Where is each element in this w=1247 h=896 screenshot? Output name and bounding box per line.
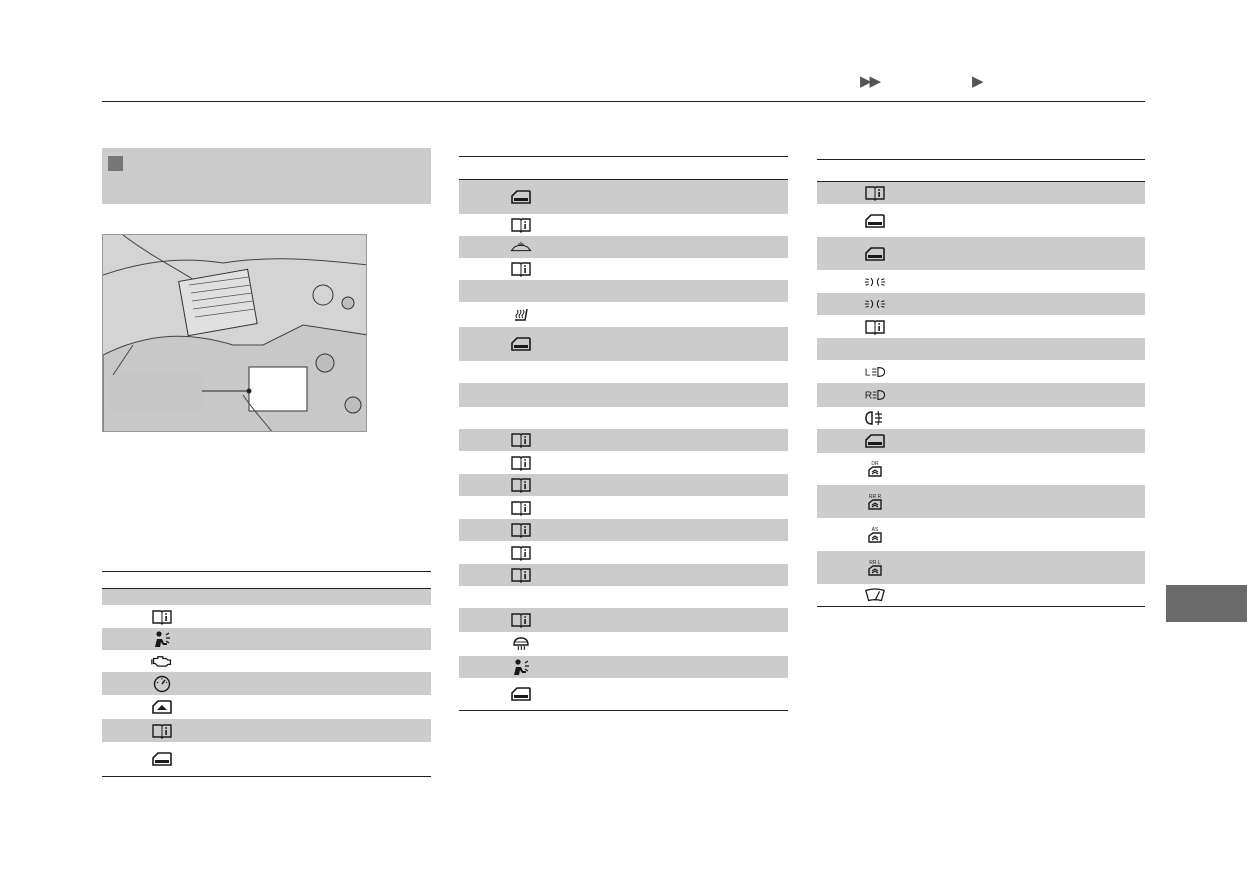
table-row — [102, 650, 431, 672]
table-row — [459, 564, 788, 586]
svg-text:RR R: RR R — [868, 493, 882, 500]
power-window-as-icon — [864, 527, 886, 543]
table-row — [102, 742, 431, 776]
table-row — [459, 496, 788, 519]
table-row — [459, 519, 788, 541]
table-row — [459, 236, 788, 258]
door-lock-icon — [864, 213, 886, 229]
book-info-icon — [151, 723, 173, 739]
table-row — [817, 204, 1145, 237]
middle-fuse-table — [459, 156, 788, 711]
table-row — [817, 584, 1145, 606]
table-row — [817, 338, 1145, 360]
parking-lights-icon — [864, 296, 886, 312]
table-row — [817, 429, 1145, 453]
right-fuse-table — [817, 159, 1145, 607]
section-heading-box — [102, 148, 431, 204]
table-row — [459, 327, 788, 361]
table-row — [459, 383, 788, 407]
speedometer-icon — [151, 676, 173, 692]
seat-heater-icon — [510, 307, 532, 323]
table-row — [459, 678, 788, 710]
left-fuse-table — [102, 571, 431, 777]
table-row — [459, 280, 788, 302]
parking-lights-icon — [864, 274, 886, 290]
chapter-side-tab[interactable] — [1166, 585, 1247, 622]
table-header — [102, 572, 431, 588]
book-info-icon — [510, 612, 532, 628]
table-row — [459, 632, 788, 656]
table-row — [817, 453, 1145, 485]
headlight-right-icon — [864, 387, 886, 403]
book-info-icon — [151, 609, 173, 625]
power-window-rr-r-icon — [864, 494, 886, 510]
table-row — [459, 302, 788, 327]
svg-text:R: R — [864, 390, 873, 402]
svg-text:DR: DR — [871, 461, 879, 467]
table-row — [102, 628, 431, 650]
moonroof-icon — [510, 239, 532, 255]
table-bottom-rule — [817, 606, 1145, 607]
book-info-icon — [510, 500, 532, 516]
door-lock-icon — [510, 189, 532, 205]
table-row — [102, 719, 431, 742]
table-row — [817, 182, 1145, 204]
table-row — [102, 605, 431, 628]
nav-arrow-single[interactable]: ▶ — [972, 73, 982, 90]
svg-text:RR L: RR L — [869, 559, 881, 566]
section-marker — [108, 156, 123, 171]
table-bottom-rule — [102, 776, 431, 777]
fuse-box-illustration — [102, 234, 367, 432]
table-row — [459, 214, 788, 236]
book-info-icon — [864, 185, 886, 201]
table-row — [459, 361, 788, 383]
table-row — [459, 586, 788, 608]
table-row — [817, 315, 1145, 338]
table-row — [102, 589, 431, 605]
table-row — [817, 407, 1145, 429]
table-row — [459, 451, 788, 474]
book-info-icon — [510, 545, 532, 561]
table-row — [459, 429, 788, 451]
table-row — [459, 180, 788, 214]
door-lock-icon — [510, 336, 532, 352]
table-row — [459, 474, 788, 496]
window-updown-icon — [151, 699, 173, 715]
table-row — [459, 258, 788, 280]
table-row — [459, 608, 788, 632]
book-info-icon — [510, 217, 532, 233]
book-info-icon — [510, 432, 532, 448]
table-row — [102, 672, 431, 695]
table-row — [459, 656, 788, 678]
airbag-icon — [151, 631, 173, 647]
table-row — [817, 383, 1145, 407]
table-row — [459, 541, 788, 564]
door-lock-icon — [864, 433, 886, 449]
headlight-left-icon — [864, 364, 886, 380]
table-row — [817, 360, 1145, 383]
table-row — [817, 551, 1145, 584]
breadcrumb-nav — [860, 72, 982, 90]
book-info-icon — [510, 567, 532, 583]
table-row — [459, 407, 788, 429]
door-lock-icon — [510, 686, 532, 702]
airbag-icon — [510, 659, 532, 675]
header-divider — [102, 101, 1145, 102]
nav-arrow-double[interactable]: ▶▶ — [860, 73, 880, 90]
table-header — [459, 157, 788, 179]
table-row — [817, 270, 1145, 293]
book-info-icon — [510, 455, 532, 471]
table-row — [817, 518, 1145, 551]
book-info-icon — [510, 522, 532, 538]
wiper-icon — [864, 587, 886, 603]
table-header — [817, 160, 1145, 181]
table-row — [817, 237, 1145, 270]
rear-fog-icon — [864, 410, 886, 426]
book-info-icon — [510, 477, 532, 493]
power-window-dr-icon — [864, 461, 886, 477]
table-row — [102, 695, 431, 719]
book-info-icon — [864, 319, 886, 335]
svg-text:L: L — [864, 367, 871, 379]
door-lock-icon — [864, 246, 886, 262]
svg-text:AS: AS — [871, 526, 879, 533]
table-row — [817, 293, 1145, 315]
book-info-icon — [510, 261, 532, 277]
rear-defrost-icon — [510, 636, 532, 652]
check-engine-icon — [151, 653, 173, 669]
table-bottom-rule — [459, 710, 788, 711]
power-window-rr-l-icon — [864, 560, 886, 576]
door-lock-icon — [151, 751, 173, 767]
table-row — [817, 485, 1145, 518]
